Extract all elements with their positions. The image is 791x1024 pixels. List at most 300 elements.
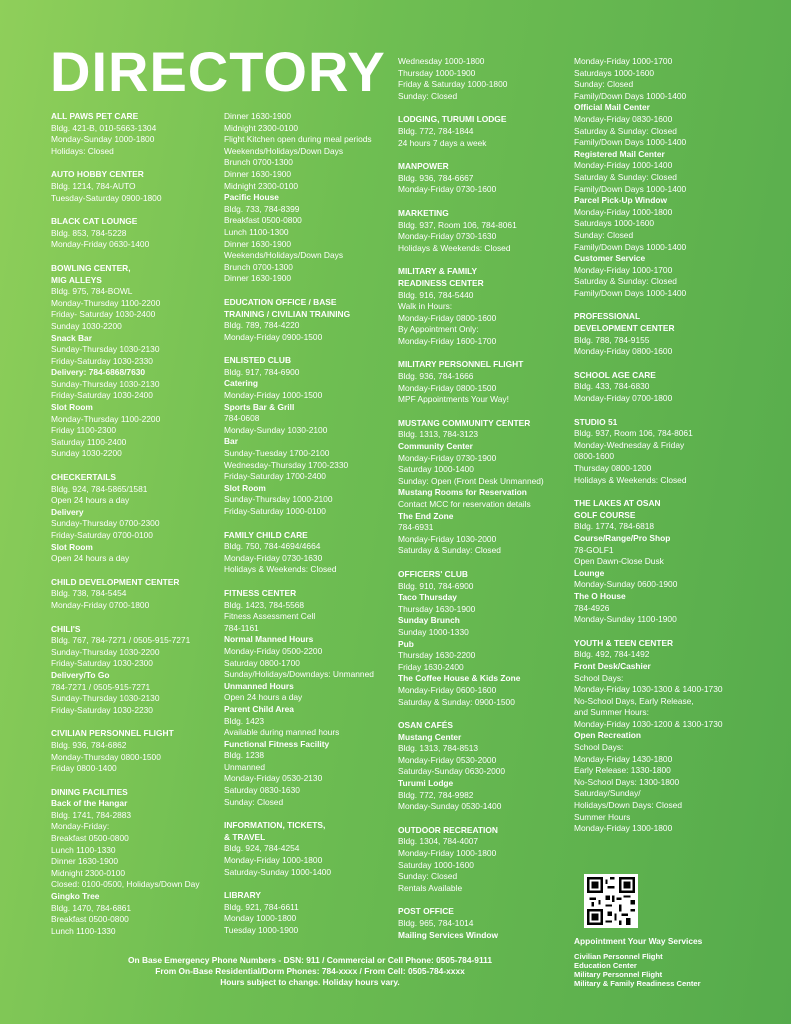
entry-subheading: Catering: [224, 378, 258, 389]
entry-detail: Bldg. 924, 784-4254: [224, 843, 300, 854]
entry-detail: Bldg. 788, 784-9155: [574, 334, 650, 345]
entry-detail: Sunday: Open (Front Desk Unmanned): [398, 475, 544, 486]
entry-detail: Saturday 1100-2400: [51, 436, 127, 447]
entry-detail: Sunday-Thursday 1030-2130: [51, 378, 160, 389]
entry-subheading: Back of the Hangar: [51, 798, 128, 809]
entry-detail: Thursday 1630-1900: [398, 603, 476, 614]
entry-detail: Family/Down Days 1000-1400: [574, 183, 687, 194]
entry-heading: MILITARY & FAMILY: [398, 266, 478, 277]
directory-entry-continued: [574, 56, 754, 299]
directory-entry-chili-s: [51, 624, 223, 717]
entry-detail: Friday-Saturday 1030-2330: [51, 355, 153, 366]
directory-entry-bowling-center-mig-alleys: [51, 263, 223, 460]
entry-detail: Breakfast 0500-0800: [224, 215, 302, 226]
entry-heading: OSAN CAFÉS: [398, 720, 453, 731]
entry-detail: Bldg. 767, 784-7271 / 0505-915-7271: [51, 635, 191, 646]
entry-detail: Wednesday 1000-1800: [398, 56, 485, 66]
entry-detail: Saturday/Sunday/: [574, 788, 641, 799]
entry-detail: Wednesday-Thursday 1700-2330: [224, 459, 349, 470]
entry-heading: FAMILY CHILD CARE: [224, 529, 308, 540]
entry-detail: Bldg. 1214, 784-AUTO: [51, 180, 136, 191]
entry-detail: Contact MCC for reservation details: [398, 499, 531, 509]
entry-detail: Saturday 1000-1600: [398, 859, 474, 870]
entry-detail: Friday 1100-2300: [51, 425, 117, 436]
directory-entry-education-office-base-training-civilian-training: [224, 297, 396, 343]
entry-subheading: Slot Room: [51, 402, 93, 413]
directory-column-3: [398, 56, 570, 953]
entry-detail: School Days:: [574, 672, 624, 683]
entry-detail: Bldg. 492, 784-1492: [574, 649, 650, 660]
entry-heading: CIVILIAN PERSONNEL FLIGHT: [51, 728, 174, 739]
directory-entry-mustang-community-center: [398, 418, 570, 557]
entry-detail: Summer Hours: [574, 811, 631, 822]
entry-detail: School Days:: [574, 742, 624, 753]
entry-subheading: Official Mail Center: [574, 102, 650, 113]
entry-detail: Lunch 1100-1330: [51, 844, 116, 855]
entry-detail: Monday-Friday 0800-1600: [574, 346, 673, 357]
entry-detail: Monday-Friday 0730-1630: [224, 552, 323, 563]
directory-entry-military-family-readiness-center: [398, 266, 570, 347]
entry-detail: Saturday & Sunday: Closed: [398, 545, 501, 556]
entry-detail: Bldg. 738, 784-5454: [51, 588, 127, 599]
entry-detail: Monday-Friday 1430-1800: [574, 753, 673, 764]
entry-detail: Thursday 1000-1900: [398, 67, 476, 78]
entry-detail: Dinner 1630-1900: [224, 111, 292, 121]
entry-detail: Monday-Friday 1000-1700: [574, 264, 673, 275]
entry-detail: Open 24 hours a day: [51, 495, 130, 506]
entry-detail: Bldg. 924, 784-5865/1581: [51, 483, 148, 494]
entry-detail: Available during manned hours: [224, 727, 340, 738]
entry-detail: Bldg. 1774, 784-6818: [574, 521, 655, 532]
entry-detail: No-School Days, Early Release,: [574, 695, 694, 706]
directory-entry-all-paws-pet-care: [51, 111, 223, 157]
entry-detail: Tuesday-Saturday 0900-1800: [51, 192, 162, 203]
directory-entry-youth-teen-center: [574, 638, 754, 835]
entry-heading: LODGING, TURUMI LODGE: [398, 114, 507, 125]
entry-heading: YOUTH & TEEN CENTER: [574, 637, 674, 648]
entry-detail: Monday-Friday 1000-1400: [574, 160, 673, 171]
entry-detail: Monday-Friday 0700-1800: [574, 393, 673, 404]
entry-detail: 24 hours 7 days a week: [398, 137, 487, 148]
entry-detail: No-School Days: 1300-1800: [574, 776, 680, 787]
directory-entry-lodging-turumi-lodge: [398, 114, 570, 149]
appointment-services-title: Appointment Your Way Services: [574, 936, 703, 946]
entry-subheading: Bar: [224, 436, 238, 447]
entry-heading: CHILI'S: [51, 623, 81, 634]
entry-detail: 784-7271 / 0505-915-7271: [51, 681, 151, 692]
entry-detail: Monday-Friday 0830-1600: [574, 113, 673, 124]
directory-entry-black-cat-lounge: [51, 216, 223, 251]
entry-detail: Open Dawn-Close Dusk: [574, 556, 664, 567]
entry-detail: Friday 0800-1400: [51, 763, 117, 774]
entry-heading: MILITARY PERSONNEL FLIGHT: [398, 359, 524, 370]
directory-entry-officers-club: [398, 569, 570, 708]
entry-detail: Monday-Friday 1030-1300 & 1400-1730: [574, 684, 723, 695]
entry-detail: Lunch 1100-1330: [51, 925, 116, 936]
entry-heading: EDUCATION OFFICE / BASE: [224, 296, 337, 307]
entry-detail: Bldg. 937, Room 106, 784-8061: [398, 219, 517, 230]
entry-detail: Thursday 1630-2200: [398, 650, 476, 661]
entry-subheading: The End Zone: [398, 510, 454, 521]
appointment-service-item: Military & Family Readiness Center: [574, 979, 701, 988]
directory-entry-dining-facilities: [51, 787, 223, 938]
entry-detail: Friday-Saturday 1030-2400: [51, 390, 153, 401]
appointment-service-item: Civilian Personnel Flight: [574, 952, 663, 961]
entry-detail: Monday-Friday 1600-1700: [398, 335, 497, 346]
entry-detail: Monday-Sunday 1100-1900: [574, 614, 677, 625]
directory-entry-outdoor-recreation: [398, 825, 570, 895]
entry-detail: Monday-Sunday 0530-1400: [398, 801, 502, 812]
entry-heading: DINING FACILITIES: [51, 786, 128, 797]
entry-detail: Bldg. 921, 784-6611: [224, 901, 299, 912]
entry-subheading: Parcel Pick-Up Window: [574, 195, 667, 206]
directory-column-2: [224, 111, 396, 949]
entry-detail: Saturday & Sunday: Closed: [574, 276, 677, 287]
entry-detail: Sunday/Holidays/Downdays: Unmanned: [224, 669, 374, 680]
entry-subheading: The O House: [574, 590, 626, 601]
entry-heading: PROFESSIONAL: [574, 311, 641, 322]
entry-detail: Monday-Thursday 0800-1500: [51, 751, 161, 762]
entry-detail: Saturday 1000-1400: [398, 464, 474, 475]
entry-detail: Sunday-Thursday 0700-2300: [51, 518, 160, 529]
entry-detail: Sunday-Tuesday 1700-2100: [224, 448, 330, 459]
entry-detail: Fitness Assessment Cell: [224, 611, 316, 622]
entry-detail: Walk in Hours:: [398, 301, 453, 312]
entry-detail: Sunday: Closed: [574, 79, 634, 90]
entry-subheading: Turumi Lodge: [398, 778, 454, 789]
entry-heading: STUDIO 51: [574, 416, 618, 427]
footer-line: On Base Emergency Phone Numbers - DSN: 911 / Commercial or Cell Phone: 0505-784-9111: [128, 955, 492, 965]
entry-detail: Friday & Saturday 1000-1800: [398, 79, 508, 90]
entry-detail: 784-4926: [574, 602, 610, 613]
entry-detail: Friday-Saturday 1000-0100: [224, 506, 326, 516]
entry-detail: Holidays/Down Days: Closed: [574, 800, 682, 811]
entry-detail: Holidays & Weekends: Closed: [574, 474, 687, 485]
page-title: DIRECTORY: [50, 40, 386, 103]
entry-detail: Friday- Saturday 1030-2400: [51, 309, 156, 320]
entry-subheading: Open Recreation: [574, 730, 642, 741]
entry-subheading: Slot Room: [51, 541, 93, 552]
entry-detail: Saturdays 1000-1600: [574, 218, 655, 229]
entry-detail: 784-1161: [224, 622, 259, 633]
entry-detail: Holidays & Weekends: Closed: [398, 242, 511, 253]
entry-subheading: Sports Bar & Grill: [224, 401, 295, 412]
entry-detail: Bldg. 917, 784-6900: [224, 366, 300, 377]
entry-detail: Monday-Friday 1030-1200 & 1300-1730: [574, 718, 723, 729]
entry-heading: BOWLING CENTER,: [51, 262, 131, 273]
appointment-service-item: Education Center: [574, 961, 637, 970]
entry-detail: Sunday: Closed: [398, 871, 458, 882]
entry-detail: Friday-Saturday 1700-2400: [224, 471, 326, 482]
directory-entry-school-age-care: [574, 370, 754, 405]
entry-detail: Friday-Saturday 1030-2230: [51, 704, 153, 715]
entry-detail: Bldg. 772, 784-1844: [398, 125, 474, 136]
entry-detail: Friday-Saturday 0700-0100: [51, 530, 153, 540]
entry-detail: Lunch 1100-1300: [224, 226, 289, 237]
entry-subheading: Lounge: [574, 567, 605, 578]
entry-detail: Sunday-Thursday 1000-2100: [224, 494, 333, 505]
entry-detail: Flight Kitchen open during meal periods: [224, 134, 372, 145]
entry-detail: Brunch 0700-1300: [224, 157, 293, 168]
entry-detail: Bldg. 1313, 784-8513: [398, 743, 479, 754]
entry-detail: Friday 1630-2400: [398, 661, 464, 672]
entry-detail: Bldg. 750, 784-4694/4664: [224, 541, 321, 552]
entry-detail: Bldg. 910, 784-6900: [398, 580, 474, 591]
entry-detail: Monday-Friday 0730-1600: [398, 184, 497, 195]
entry-subheading: Unmanned Hours: [224, 680, 294, 691]
entry-heading: & TRAVEL: [224, 831, 266, 842]
entry-detail: Monday-Friday 0530-2130: [224, 773, 323, 784]
entry-subheading: Customer Service: [574, 253, 646, 264]
entry-detail: Monday-Friday 1300-1800: [574, 823, 673, 834]
entry-detail: Bldg. 1238: [224, 750, 265, 761]
entry-detail: Unmanned: [224, 761, 265, 772]
entry-detail: Monday-Friday 1000-1500: [224, 390, 323, 401]
entry-detail: Monday-Friday:: [51, 821, 110, 832]
entry-detail: Dinner 1630-1900: [224, 238, 292, 249]
entry-detail: Monday-Friday 0800-1600: [398, 312, 497, 323]
entry-detail: Sunday-Thursday 1030-2130: [51, 693, 160, 704]
entry-detail: Bldg. 1470, 784-6861: [51, 902, 132, 913]
entry-detail: 78-GOLF1: [574, 544, 614, 555]
entry-heading: SCHOOL AGE CARE: [574, 369, 656, 380]
directory-entry-library: [224, 890, 396, 936]
directory-entry-auto-hobby-center: [51, 169, 223, 204]
entry-detail: Closed: 0100-0500, Holidays/Down Day: [51, 879, 200, 890]
entry-detail: Bldg. 965, 784-1014: [398, 918, 474, 928]
entry-heading: CHILD DEVELOPMENT CENTER: [51, 576, 180, 587]
entry-subheading: Gingko Tree: [51, 891, 100, 902]
entry-subheading: Course/Range/Pro Shop: [574, 532, 671, 543]
entry-detail: Open 24 hours a day: [224, 692, 303, 703]
entry-detail: Sunday 1000-1330: [398, 626, 469, 637]
entry-detail: Sunday 1030-2200: [51, 448, 122, 459]
entry-detail: Sunday-Thursday 1030-2130: [51, 344, 160, 355]
entry-detail: 0800-1600: [574, 451, 615, 462]
entry-detail: Bldg. 433, 784-6830: [574, 381, 650, 392]
entry-detail: Holidays & Weekends: Closed: [224, 564, 337, 575]
entry-heading: OFFICERS' CLUB: [398, 568, 468, 579]
entry-detail: Bldg. 853, 784-5228: [51, 227, 127, 238]
directory-entry-military-personnel-flight: [398, 359, 570, 405]
directory-entry-civilian-personnel-flight: [51, 728, 223, 774]
directory-entry-child-development-center: [51, 577, 223, 612]
entry-detail: Tuesday 1000-1900: [224, 925, 299, 935]
entry-detail: Monday-Friday 0730-1630: [398, 231, 497, 242]
entry-heading: INFORMATION, TICKETS,: [224, 820, 326, 831]
entry-detail: Bldg. 916, 784-5440: [398, 289, 474, 300]
entry-detail: Bldg. 1741, 784-2883: [51, 809, 132, 820]
entry-subheading: Parent Child Area: [224, 703, 294, 714]
entry-heading: MUSTANG COMMUNITY CENTER: [398, 417, 531, 428]
directory-entry-marketing: [398, 208, 570, 254]
entry-heading: BLACK CAT LOUNGE: [51, 216, 138, 227]
directory-entry-continued: [224, 111, 396, 285]
entry-heading: MARKETING: [398, 207, 449, 218]
entry-subheading: Pub: [398, 638, 414, 649]
entry-subheading: Delivery: [51, 506, 84, 517]
entry-detail: Thursday 0800-1200: [574, 463, 652, 473]
qr-code-icon: [584, 874, 638, 928]
entry-detail: Bldg. 1313, 784-3123: [398, 429, 479, 440]
directory-entry-enlisted-club: [224, 355, 396, 517]
entry-detail: Monday-Friday 0630-1400: [51, 239, 150, 250]
entry-heading: AUTO HOBBY CENTER: [51, 169, 144, 180]
entry-detail: Monday 1000-1800: [224, 913, 297, 924]
entry-detail: Sunday: Closed: [398, 90, 458, 101]
entry-detail: Monday-Wednesday & Friday: [574, 439, 685, 450]
entry-detail: Family/Down Days 1000-1400: [574, 287, 687, 298]
entry-detail: Bldg. 789, 784-4220: [224, 320, 300, 331]
entry-detail: Monday-Friday 1000-1800: [398, 848, 497, 859]
entry-heading: THE LAKES AT OSAN: [574, 498, 661, 509]
directory-entry-the-lakes-at-osan-golf-course: [574, 498, 754, 626]
entry-detail: Monday-Friday 0500-2200: [224, 645, 323, 656]
entry-detail: Monday-Friday 0530-2000: [398, 754, 497, 765]
entry-detail: Bldg. 975, 784-BOWL: [51, 286, 133, 297]
entry-detail: Bldg. 772, 784-9982: [398, 789, 474, 800]
directory-column-4: [574, 56, 754, 847]
entry-detail: Monday-Friday 0900-1500: [224, 331, 323, 342]
entry-detail: Bldg. 421-B, 010-5663-1304: [51, 122, 157, 133]
entry-detail: By Appointment Only:: [398, 324, 479, 335]
entry-detail: Family/Down Days 1000-1400: [574, 137, 687, 148]
entry-heading: CHECKERTAILS: [51, 472, 116, 483]
entry-detail: Weekends/Holidays/Down Days: [224, 250, 344, 261]
appointment-service-item: Military Personnel Flight: [574, 970, 663, 979]
entry-subheading: Delivery: 784-6868/7630: [51, 367, 146, 378]
entry-detail: Monday-Friday 1000-1700: [574, 56, 673, 66]
entry-detail: Bldg. 733, 784-8399: [224, 203, 300, 214]
entry-subheading: Taco Thursday: [398, 592, 457, 603]
directory-entry-studio-51: [574, 417, 754, 487]
entry-subheading: Registered Mail Center: [574, 148, 665, 159]
entry-detail: Bldg. 1423: [224, 715, 265, 726]
entry-detail: Midnight 2300-0100: [51, 867, 126, 878]
entry-detail: Monday-Friday 0600-1600: [398, 684, 497, 695]
directory-entry-manpower: [398, 161, 570, 196]
entry-detail: Monday-Thursday 1100-2200: [51, 413, 161, 424]
entry-heading: POST OFFICE: [398, 906, 454, 917]
entry-detail: Bldg. 937, Room 106, 784-8061: [574, 428, 693, 439]
entry-detail: Monday-Friday 1000-1800: [224, 855, 323, 866]
entry-subheading: Delivery/To Go: [51, 669, 110, 680]
entry-detail: Early Release: 1330-1800: [574, 765, 671, 776]
entry-detail: Saturdays 1000-1600: [574, 67, 655, 78]
entry-detail: Monday-Friday 0700-1800: [51, 599, 150, 610]
entry-subheading: Mailing Services Window: [398, 929, 498, 940]
entry-detail: Saturday 0830-1630: [224, 785, 300, 796]
entry-detail: Family/Down Days 1000-1400: [574, 241, 687, 252]
entry-detail: Bldg. 1304, 784-4007: [398, 836, 479, 847]
entry-detail: Dinner 1630-1900: [224, 273, 292, 284]
entry-detail: Sunday 1030-2200: [51, 320, 122, 331]
entry-heading: ALL PAWS PET CARE: [51, 111, 139, 121]
footer-line: From On-Base Residential/Dorm Phones: 784-xxxx / From Cell: 0505-784-xxxx: [155, 966, 465, 976]
entry-detail: and Summer Hours:: [574, 707, 649, 718]
directory-entry-checkertails: [51, 472, 223, 565]
entry-heading: GOLF COURSE: [574, 509, 636, 520]
entry-detail: Sunday-Thursday 1030-2200: [51, 646, 160, 657]
directory-entry-continued: [398, 56, 570, 102]
entry-detail: Saturday 0800-1700: [224, 657, 300, 668]
entry-detail: Bldg. 936, 784-6862: [51, 739, 127, 750]
entry-detail: Monday-Sunday 0600-1900: [574, 579, 678, 590]
entry-heading: MANPOWER: [398, 161, 449, 172]
entry-detail: Breakfast 0500-0800: [51, 914, 129, 925]
entry-detail: Monday-Thursday 1100-2200: [51, 297, 161, 308]
directory-entry-professional-development-center: [574, 311, 754, 357]
entry-detail: Saturday & Sunday: Closed: [574, 171, 677, 182]
entry-detail: Saturday-Sunday 0630-2000: [398, 766, 506, 777]
footer-line: Hours subject to change. Holiday hours vary.: [220, 977, 400, 987]
entry-detail: Holidays: Closed: [51, 145, 114, 156]
entry-detail: Bldg. 936, 784-6667: [398, 172, 474, 183]
entry-detail: Saturday & Sunday: Closed: [574, 125, 677, 136]
entry-detail: Dinner 1630-1900: [224, 168, 292, 179]
entry-subheading: Community Center: [398, 441, 473, 452]
entry-detail: Sunday: Closed: [224, 796, 284, 807]
entry-subheading: Functional Fitness Facility: [224, 738, 330, 749]
entry-detail: Family/Down Days 1000-1400: [574, 90, 687, 101]
entry-detail: Friday-Saturday 1030-2300: [51, 658, 153, 669]
entry-heading: FITNESS CENTER: [224, 587, 297, 598]
directory-column-1: [51, 111, 223, 949]
entry-heading: OUTDOOR RECREATION: [398, 824, 498, 835]
entry-detail: Rentals Available: [398, 882, 463, 893]
footer: [0, 955, 620, 988]
entry-detail: Monday-Friday 0800-1500: [398, 382, 497, 393]
entry-detail: Breakfast 0500-0800: [51, 833, 129, 844]
entry-subheading: Mustang Rooms for Reservation: [398, 487, 527, 498]
directory-entry-post-office: [398, 906, 570, 941]
entry-heading: READINESS CENTER: [398, 277, 484, 288]
entry-detail: Monday-Friday 1030-2000: [398, 533, 497, 544]
entry-subheading: Sunday Brunch: [398, 615, 460, 626]
entry-subheading: Snack Bar: [51, 332, 92, 343]
entry-subheading: Front Desk/Cashier: [574, 660, 651, 671]
entry-detail: MPF Appointments Your Way!: [398, 394, 509, 405]
entry-subheading: The Coffee House & Kids Zone: [398, 673, 521, 684]
entry-detail: Bldg. 936, 784-1666: [398, 371, 474, 382]
entry-detail: Monday-Friday 0730-1900: [398, 452, 497, 463]
entry-subheading: Slot Room: [224, 482, 266, 493]
entry-detail: Saturday & Sunday: 0900-1500: [398, 696, 515, 707]
entry-detail: 784-0608: [224, 413, 260, 424]
entry-detail: Monday-Sunday 1000-1800: [51, 134, 155, 145]
entry-subheading: Mustang Center: [398, 731, 462, 742]
entry-heading: LIBRARY: [224, 890, 261, 901]
entry-heading: DEVELOPMENT CENTER: [574, 323, 675, 334]
directory-entry-family-child-care: [224, 530, 396, 576]
entry-heading: ENLISTED CLUB: [224, 355, 291, 366]
entry-detail: Sunday: Closed: [574, 229, 634, 240]
directory-entry-information-tickets-travel: [224, 820, 396, 878]
entry-heading: TRAINING / CIVILIAN TRAINING: [224, 308, 351, 319]
entry-detail: Midnight 2300-0100: [224, 122, 299, 133]
entry-subheading: Pacific House: [224, 192, 279, 203]
entry-detail: Monday-Friday 1000-1800: [574, 206, 673, 217]
entry-detail: Saturday-Sunday 1000-1400: [224, 866, 332, 877]
entry-detail: Open 24 hours a day: [51, 553, 130, 564]
entry-detail: 784-6931: [398, 522, 434, 533]
entry-detail: Brunch 0700-1300: [224, 261, 293, 272]
entry-detail: Dinner 1630-1900: [51, 856, 119, 867]
directory-entry-osan-caf-s: [398, 720, 570, 813]
entry-subheading: Normal Manned Hours: [224, 634, 314, 645]
directory-entry-fitness-center: [224, 588, 396, 808]
entry-detail: Monday-Sunday 1030-2100: [224, 424, 328, 435]
